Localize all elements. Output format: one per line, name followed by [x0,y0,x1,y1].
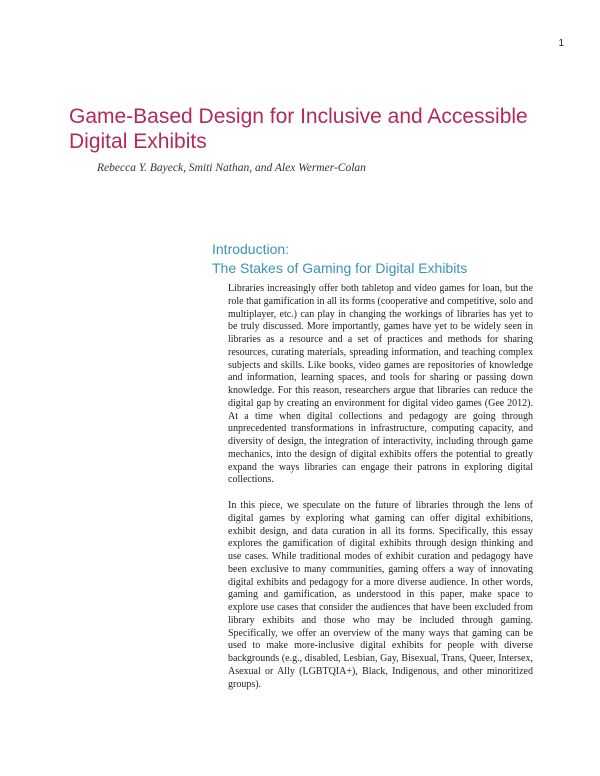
section-heading [212,240,467,278]
paper-title: Game-Based Design for Inclusive and Accessible Digital Exhibits [69,105,528,153]
author-list: Rebecca Y. Bayeck, Smiti Nathan, and Alex Wermer-Colan [97,162,366,174]
body-text [228,283,533,704]
page-number: 1 [558,38,564,49]
section-heading-line-2: The Stakes of Gaming for Digital Exhibits [212,260,468,276]
section-heading-line-1: Introduction: [212,241,290,257]
paragraph: Libraries increasingly offer both tabletop and video games for loan, but the role that gamification in all its forms (cooperative and competitive, solo and multiplayer, etc.) can play in changing the workings of libraries has yet to be truly discussed. More importantly, games have yet to be widely seen in libraries as a resource and a set of practices and methods for sharing resources, curating materials, spreading information, and teaching complex subjects and skills. Like books, video games are repositories of knowledge and information, learning spaces, and tools for sharing or passing down knowledge. For this reason, researchers argue that libraries can reduce the digital gap by creating an environment for digital video games (Gee 2012). At a time when digital collections and pedagogy are going through unprecedented transformations in infrastructure, computing capacity, and diversity of design, the integration of interactivity, including through game mechanics, into the design of digital exhibits offers the potential to greatly expand the ways libraries can engage their patrons in exploring digital collections. [228,283,533,486]
paragraph: In this piece, we speculate on the future of libraries through the lens of digital games by exploring what gaming can offer digital exhibitions, exhibit design, and data curation in all its forms. Specifically, this essay explores the gamification of digital exhibits through design thinking and use cases. While traditional modes of exhibit curation and pedagogy have been exclusive to many communities, gaming offers a way of innovating digital exhibits and pedagogy for a more diverse audience. In other words, gaming and gamification, as understood in this paper, make space to explore use cases that consider the audiences that have been excluded from library exhibits and those who may be included through gaming. Specifically, we offer an overview of the many ways that gaming can be used to make more-inclusive digital exhibits for people with diverse backgrounds (e.g., disabled, Lesbian, Gay, Bisexual, Trans, Queer, Intersex, Asexual or Ally (LGBTQIA+), Black, Indigenous, and other minoritized groups). [228,500,533,690]
